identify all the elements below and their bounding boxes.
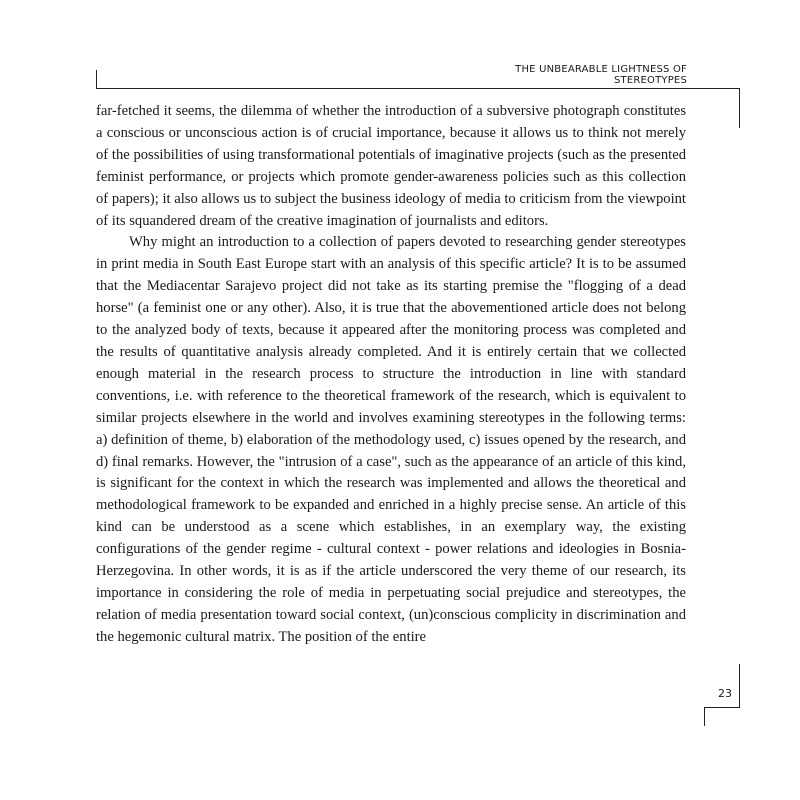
page-number: 23: [718, 687, 732, 700]
footer-rule-left-tick: [704, 707, 705, 726]
running-head-line-1: THE UNBEARABLE LIGHTNESS OF: [515, 64, 687, 75]
body-text: [96, 101, 686, 649]
header-rule-right-tick: [739, 88, 740, 128]
running-head: [515, 64, 687, 86]
running-head-line-2: STEREOTYPES: [613, 75, 687, 86]
footer-rule-vertical: [739, 664, 740, 708]
footer-rule: [704, 707, 740, 708]
header-rule: [96, 88, 740, 89]
header-rule-left-tick: [96, 70, 97, 89]
paragraph-2: Why might an introduction to a collection of papers devoted to researching gender stereotypes in print media in South East Europe start with an analysis of this specific article? It is to be assumed that the Mediacentar Sarajevo project did not take as its starting premise the "flogging of a dead horse" (a feminist one or any other). Also, it is true that the abovementioned article does not belong to the analyzed body of texts, because it appeared after the monitoring process was completed and the results of quantitative analysis already completed. And it is entirely certain that we collected enough material in the research process to structure the introduction in line with standard conventions, i.e. with reference to the theoretical framework of the research, which is equivalent to similar projects elsewhere in the world and involves examining stereotypes in the following terms: a) definition of theme, b) elaboration of the methodology used, c) issues opened by the research, and d) final remarks. However, the "intrusion of a case", such as the appearance of an article of this kind, is significant for the context in which the research was implemented and allows the theoretical and methodological framework to be expanded and enriched in a highly precise sense. An article of this kind can be understood as a scene which establishes, in an exemplary way, the existing configurations of the gender regime - cultural context - power relations and ideologies in Bosnia-Herzegovina. In other words, it is as if the article underscored the very theme of our research, its importance in considering the role of media in perpetuating social prejudice and stereotypes, the relation of media presentation toward social context, (un)conscious complicity in discrimination and the hegemonic cultural matrix. The position of the entire: [96, 234, 686, 645]
paragraph-1: far-fetched it seems, the dilemma of whether the introduction of a subversive photograph constitutes a conscious or unconscious action is of crucial importance, because it allows us to think not merely of the possibilities of using transformational potentials of imaginative projects (such as the presented feminist performance, or projects which promote gender-awareness policies such as this collection of papers); it also allows us to subject the business ideology of media to criticism from the viewpoint of its squandered dream of the creative imagination of journalists and editors.: [96, 103, 686, 229]
